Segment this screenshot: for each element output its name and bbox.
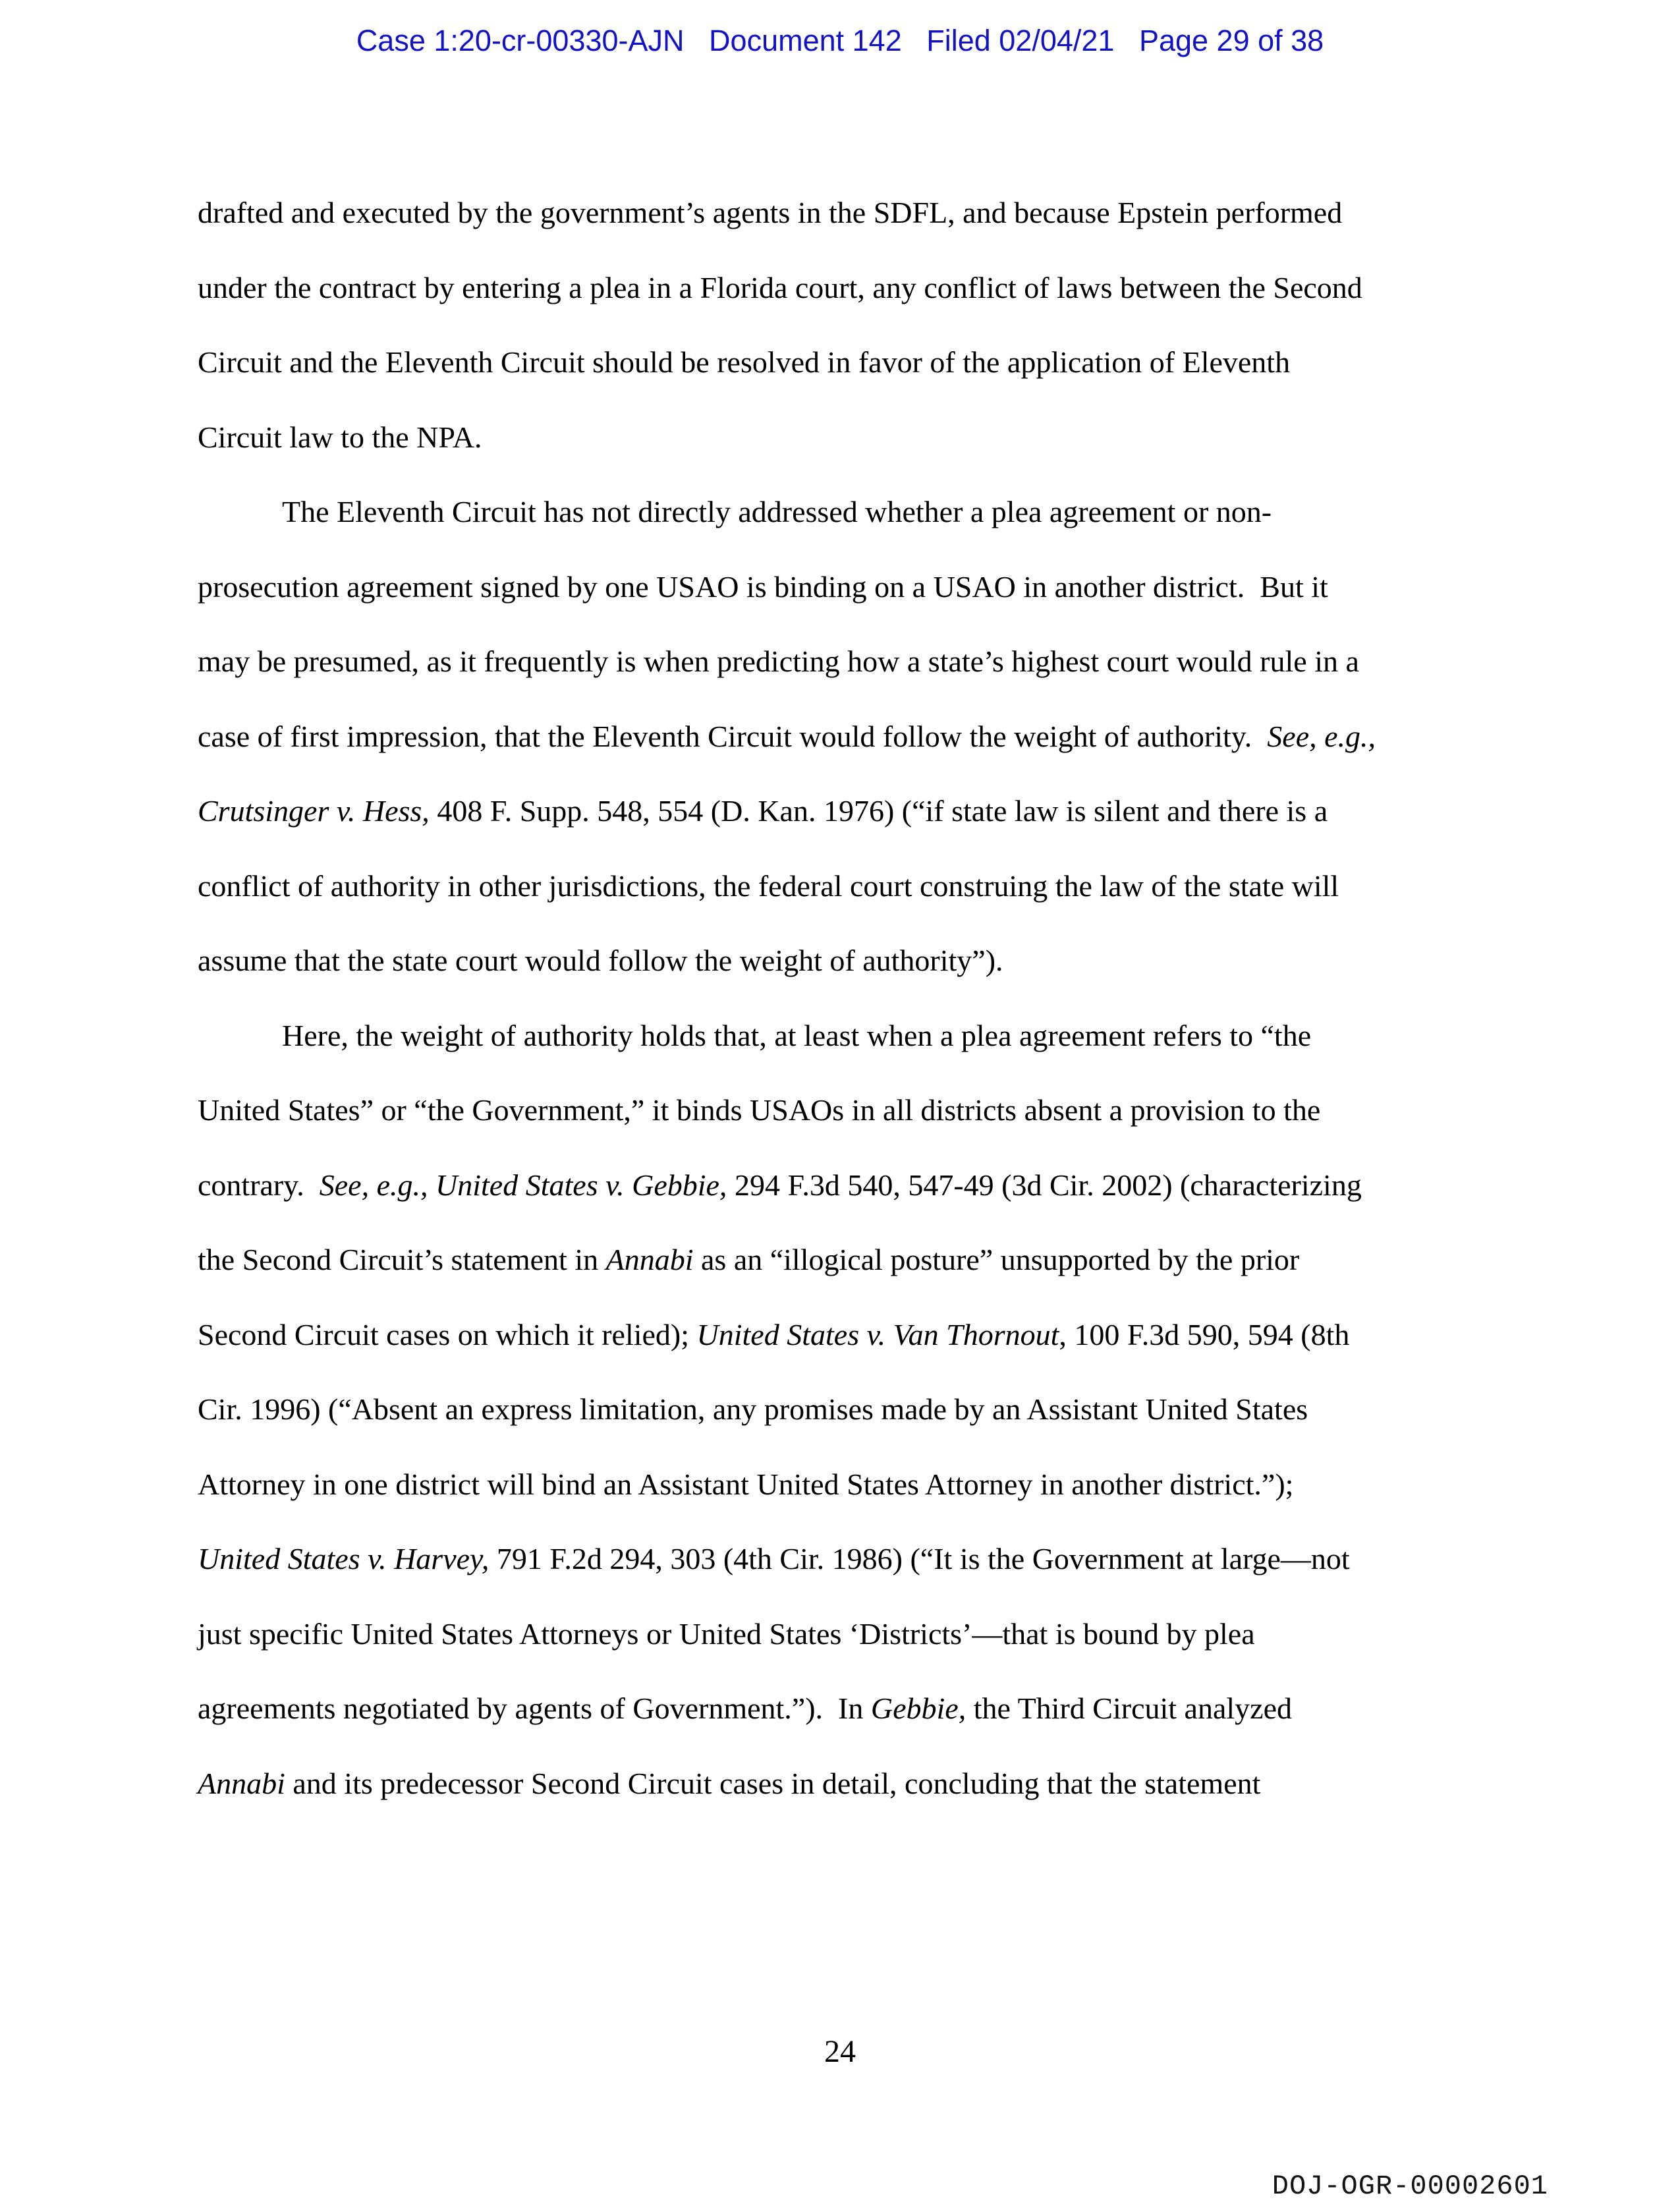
text-line (198, 1222, 1489, 1297)
text-segment: 294 F.3d 540, 547-49 (3d Cir. 2002) (characterizing (727, 1168, 1362, 1202)
text-segment: and its predecessor Second Circuit cases in detail, concluding that the statement (285, 1766, 1261, 1800)
text-segment: Attorney in one district will bind an Assistant United States Attorney in another district.”); (198, 1467, 1294, 1501)
text-line (198, 1447, 1489, 1522)
italic-text-segment: Annabi (198, 1766, 285, 1800)
text-line (198, 250, 1489, 326)
text-segment: assume that the state court would follow the weight of authority”). (198, 944, 1003, 977)
text-line (198, 1073, 1489, 1148)
text-line (198, 923, 1489, 998)
text-segment: The Eleventh Circuit has not directly addressed whether a plea agreement or non- (282, 495, 1272, 528)
text-line (198, 550, 1489, 625)
text-segment: Circuit law to the NPA. (198, 420, 482, 454)
text-line (198, 1746, 1489, 1821)
text-segment: drafted and executed by the government’s agents in the SDFL, and because Epstein performed (198, 196, 1343, 229)
text-segment: , 100 F.3d 590, 594 (8th (1059, 1317, 1350, 1351)
text-line (198, 175, 1489, 250)
text-line (198, 1372, 1489, 1447)
text-line (198, 325, 1489, 400)
text-line (198, 400, 1489, 475)
text-segment: may be presumed, as it frequently is when predicting how a state’s highest court would rule in a (198, 644, 1359, 678)
italic-text-segment: Annabi (605, 1243, 694, 1276)
text-segment: under the contract by entering a plea in a Florida court, any conflict of laws between the Second (198, 270, 1362, 304)
text-segment: United States” or “the Government,” it binds USAOs in all districts absent a provision to the (198, 1093, 1321, 1127)
text-segment: contrary. (198, 1168, 320, 1202)
page-number: 24 (824, 2034, 856, 2069)
case-header: Case 1:20-cr-00330-AJN Document 142 Filed 02/04/21 Page 29 of 38 (356, 24, 1324, 57)
text-line (198, 1521, 1489, 1597)
text-line (198, 1597, 1489, 1672)
italic-text-segment: See, e.g., United States v. Gebbie, (319, 1168, 727, 1202)
text-segment: Here, the weight of authority holds that, at least when a plea agreement refers to “the (282, 1018, 1312, 1052)
text-segment: Second Circuit cases on which it relied); (198, 1317, 697, 1351)
text-line (198, 774, 1489, 849)
text-segment: just specific United States Attorneys or United States ‘Districts’—that is bound by plea (198, 1616, 1255, 1651)
text-line (198, 998, 1489, 1073)
text-line (198, 849, 1489, 924)
text-segment: Cir. 1996) (“Absent an express limitation, any promises made by an Assistant United States (198, 1392, 1308, 1426)
document-body (198, 175, 1489, 1821)
text-segment: prosecution agreement signed by one USAO is binding on a USAO in another district. But it (198, 569, 1328, 604)
text-line (198, 699, 1489, 774)
text-line (198, 1148, 1489, 1223)
bates-stamp: DOJ-OGR-00002601 (1272, 2170, 1548, 2202)
text-line (198, 624, 1489, 699)
italic-text-segment: Crutsinger v. Hess, (198, 794, 430, 828)
text-line (198, 1297, 1489, 1373)
text-segment: 791 F.2d 294, 303 (4th Cir. 1986) (“It is the Government at large—not (489, 1542, 1350, 1575)
italic-text-segment: United States v. Harvey, (198, 1542, 490, 1575)
italic-text-segment: See, e.g., (1267, 719, 1376, 753)
text-line (198, 1671, 1489, 1746)
text-line (198, 474, 1489, 550)
text-segment: conflict of authority in other jurisdictions, the federal court construing the law of the state will (198, 868, 1339, 903)
text-segment: agreements negotiated by agents of Government.”). In (198, 1691, 871, 1725)
italic-text-segment: Gebbie, (870, 1691, 966, 1725)
text-segment: Circuit and the Eleventh Circuit should be resolved in favor of the application of Eleventh (198, 345, 1291, 379)
text-segment: as an “illogical posture” unsupported by the prior (693, 1243, 1300, 1276)
text-segment: the Third Circuit analyzed (966, 1691, 1292, 1725)
italic-text-segment: United States v. Van Thornout (696, 1317, 1059, 1351)
text-segment: 408 F. Supp. 548, 554 (D. Kan. 1976) (“if state law is silent and there is a (429, 794, 1328, 828)
text-segment: the Second Circuit’s statement in (198, 1243, 606, 1276)
text-segment: case of first impression, that the Eleventh Circuit would follow the weight of authority. (198, 719, 1268, 753)
